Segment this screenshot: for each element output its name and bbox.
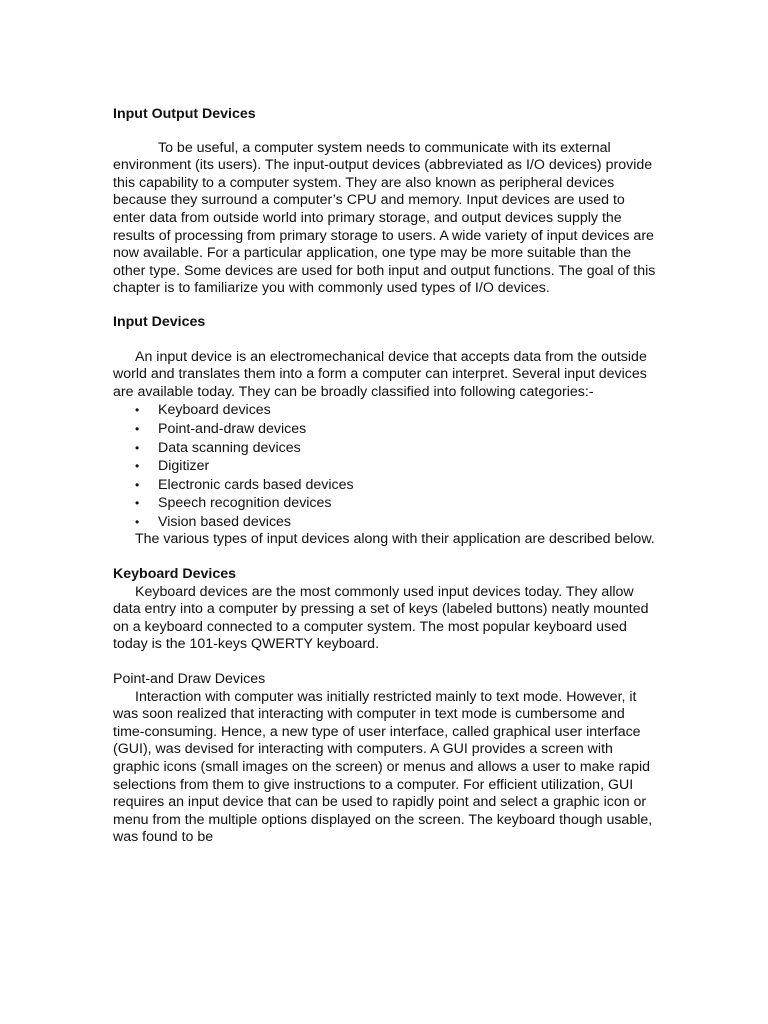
paragraph-input-devices-closing: The various types of input devices along with their application are described below. (135, 531, 655, 548)
section-heading-keyboard-devices: Keyboard Devices (113, 566, 237, 583)
paragraph-input-devices: An input device is an electromechanical device that accepts data from the outside world and translates them into a form a computer can interpret. Several input devices are available today. They can be broadly classified into following categories:- (113, 348, 647, 400)
list-item-label: Speech recognition devices (158, 495, 332, 512)
paragraph-point-and-draw-devices: Interaction with computer was initially restricted mainly to text mode. However, it was soon realized that interacting with computer in text mode is cumbersome and time-consuming. Hence, a new type of user interface, called graphical user interface (GUI), was devised for interacting with computers. A GUI provides a screen with graphic icons (small images on the screen) or menus and allows a user to make rapid selections from them to give instructions to a computer. For efficient utilization, GUI requires an input device that can be used to rapidly point and select a graphic icon or menu from the multiple options displayed on the screen. The keyboard though usable, was found to be (113, 688, 653, 846)
section-heading-point-and-draw-devices: Point-and Draw Devices (113, 671, 266, 688)
bullet-icon: • (135, 496, 140, 511)
list-item (113, 401, 658, 420)
bullet-icon: • (135, 403, 140, 418)
list-item-label: Digitizer (158, 458, 210, 475)
list-item-label: Electronic cards based devices (158, 476, 354, 493)
list-item (113, 420, 658, 439)
list-item (113, 457, 658, 476)
document-page (113, 106, 658, 847)
input-device-categories-list (113, 401, 658, 531)
bullet-icon: • (135, 477, 140, 492)
list-item (113, 494, 658, 513)
section-heading-input-devices: Input Devices (113, 313, 206, 330)
list-item (113, 476, 658, 495)
paragraph-input-output-devices: To be useful, a computer system needs to communicate with its external environment (its users). The input-output devices (abbreviated as I/O devices) provide this capability to a computer system. They are also known as peripheral devices because they surround a computer’s CPU and memory. Input devices are used to enter data from outside world into primary storage, and output devices supply the results of processing from primary storage to users. A wide variety of input devices are now available. For a particular application, one type may be more suitable than the other type. Some devices are used for both input and output functions. The goal of this chapter is to familiarize you with commonly used types of I/O devices. (113, 139, 656, 297)
list-item-label: Data scanning devices (158, 439, 301, 456)
list-item-label: Keyboard devices (158, 402, 271, 419)
list-item-label: Point-and-draw devices (158, 420, 307, 437)
list-item (113, 513, 658, 532)
bullet-icon: • (135, 421, 140, 436)
paragraph-keyboard-devices: Keyboard devices are the most commonly used input devices today. They allow data entry into a computer by pressing a set of keys (labeled buttons) neatly mounted on a keyboard connected to a computer system. The most popular keyboard used today is the 101-keys QWERTY keyboard. (113, 583, 649, 653)
section-heading-input-output-devices: Input Output Devices (113, 106, 256, 122)
bullet-icon: • (135, 459, 140, 474)
list-item-label: Vision based devices (158, 513, 292, 530)
bullet-icon: • (135, 440, 140, 455)
bullet-icon: • (135, 514, 140, 529)
list-item (113, 439, 658, 458)
